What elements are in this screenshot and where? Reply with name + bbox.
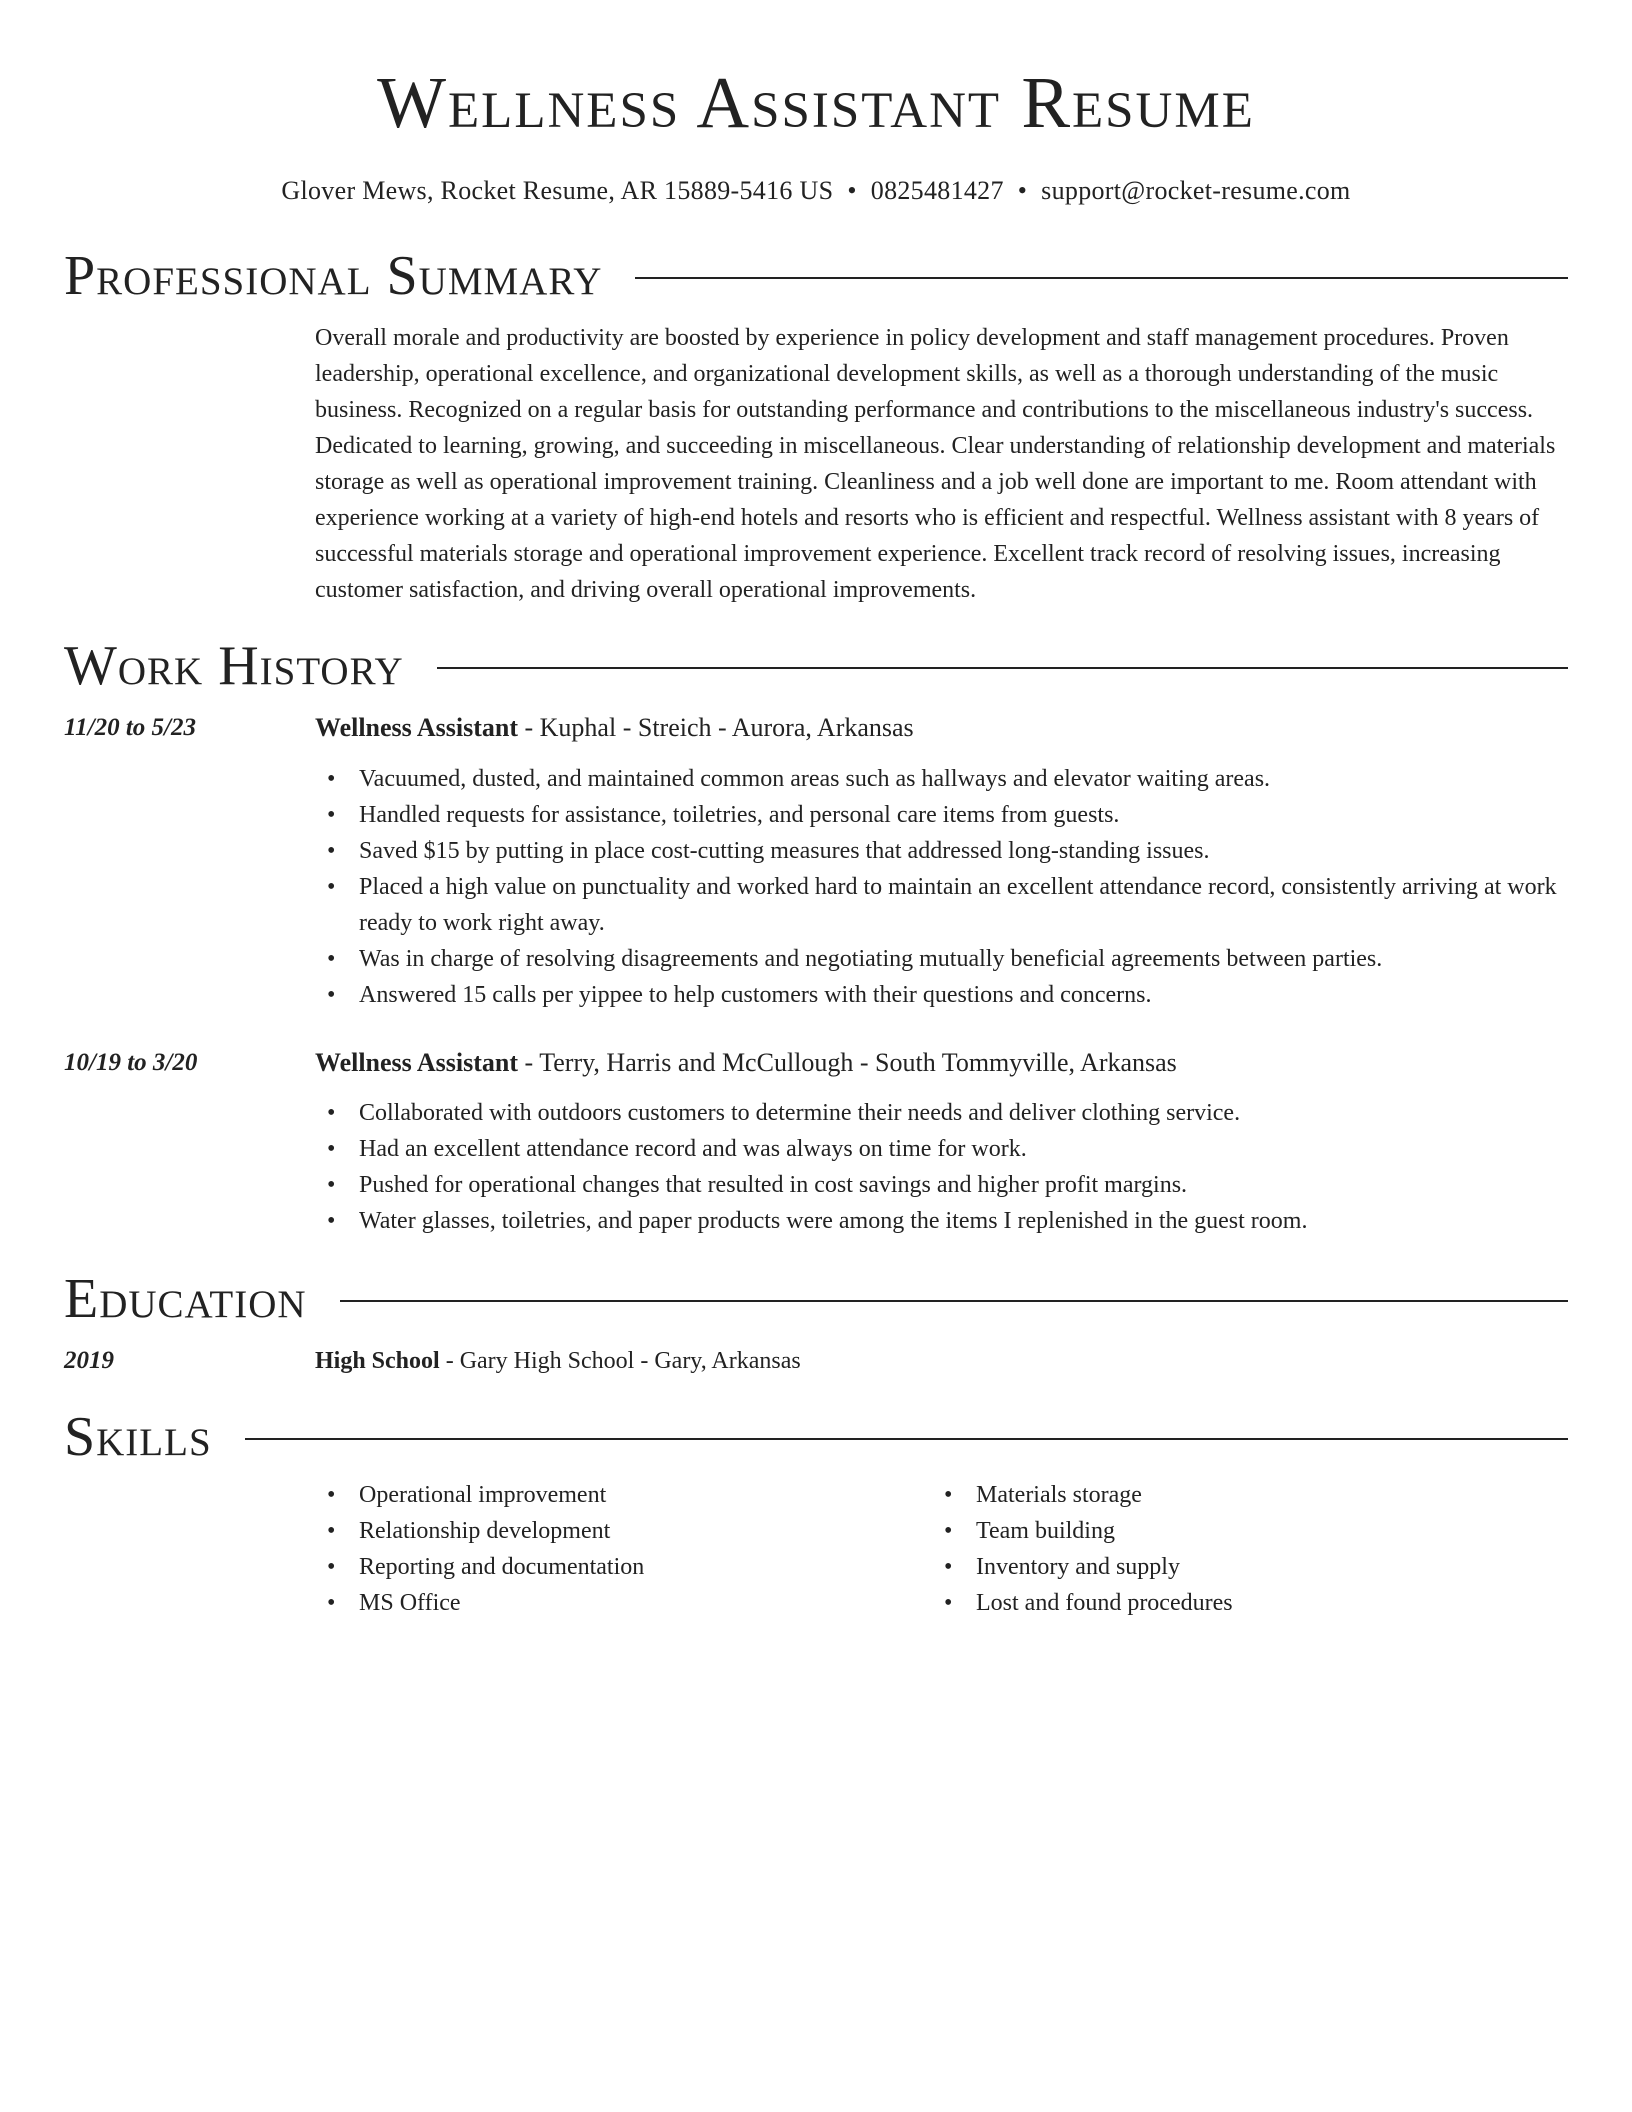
skill-item: • Inventory and supply — [932, 1549, 1549, 1585]
skills-left-spacer — [64, 1465, 315, 1621]
job-bullet: • Was in charge of resolving disagreements and negotiating mutually beneficial agreements between parties. — [315, 941, 1568, 977]
job-dates: 10/19 to 3/20 — [64, 1049, 198, 1077]
job-bullet: • Had an excellent attendance record and was always on time for work. — [315, 1131, 1568, 1167]
section-divider — [437, 667, 1568, 669]
contact-separator: • — [847, 176, 857, 205]
summary-text: Overall morale and productivity are boosted by experience in policy development and staff management procedures. Proven leadership, operational excellence, and organizational development skills, as well as a thorough understanding of the music business. Recognized on a regular basis for outstanding performance and contributions to the miscellaneous industry's success. Dedicated to learning, growing, and succeeding in miscellaneous. Clear understanding of relationship development and materials storage as well as operational improvement training. Cleanliness and a job well done are important to me. Room attendant with experience working at a variety of high-end hotels and resorts who is efficient and respectful. Wellness assistant with 8 years of successful materials storage and operational improvement experience. Excellent track record of resolving issues, increasing customer satisfaction, and driving overall operational improvements. — [315, 325, 1556, 604]
skills-grid — [315, 1477, 1568, 1621]
job-bullet: • Saved $15 by putting in place cost-cutting measures that addressed long-standing issues. — [315, 833, 1568, 869]
summary-section-header — [64, 245, 1568, 308]
job-entry — [64, 710, 1568, 1013]
job-bullet: • Placed a high value on punctuality and worked hard to maintain an excellent attendance record, consistently arriving at work ready to work right away. — [315, 869, 1568, 941]
job-employer: - Kuphal - Streich - Aurora, Arkansas — [518, 713, 914, 743]
job-bullet: • Handled requests for assistance, toiletries, and personal care items from guests. — [315, 797, 1568, 833]
job-bullet: • Answered 15 calls per yippee to help customers with their questions and concerns. — [315, 977, 1568, 1013]
job-title: Wellness Assistant — [315, 1048, 518, 1078]
section-heading-skills: Skills — [64, 1406, 212, 1469]
skills-column-right — [932, 1477, 1549, 1621]
skills-section-header — [64, 1406, 1568, 1469]
job-body — [315, 1045, 1568, 1239]
skill-item: • Materials storage — [932, 1477, 1549, 1513]
skills-column-left — [315, 1477, 932, 1621]
summary-row — [64, 320, 1568, 608]
contact-line — [64, 175, 1568, 206]
education-school: - Gary High School - Gary, Arkansas — [439, 1348, 801, 1375]
job-bullet: • Pushed for operational changes that resulted in cost savings and higher profit margins. — [315, 1167, 1568, 1203]
section-heading-summary: Professional Summary — [64, 245, 603, 308]
work-section-header — [64, 635, 1568, 698]
section-heading-work: Work History — [64, 635, 404, 698]
education-year: 2019 — [64, 1347, 114, 1375]
skill-item: • Lost and found procedures — [932, 1585, 1549, 1621]
section-divider — [245, 1438, 1568, 1440]
job-bullet: • Collaborated with outdoors customers to determine their needs and deliver clothing service. — [315, 1095, 1568, 1131]
skill-item: • Team building — [932, 1513, 1549, 1549]
section-divider — [340, 1300, 1568, 1302]
contact-address: Glover Mews, Rocket Resume, AR 15889-5416 US — [281, 176, 834, 205]
job-bullet: • Water glasses, toiletries, and paper products were among the items I replenished in the guest room. — [315, 1203, 1568, 1239]
summary-left-spacer — [64, 320, 315, 608]
education-line — [315, 1343, 1568, 1379]
job-entry — [64, 1045, 1568, 1239]
job-bullets — [315, 1095, 1568, 1239]
job-bullets — [315, 761, 1568, 1013]
job-title-line — [315, 1045, 1568, 1081]
education-section-header — [64, 1268, 1568, 1331]
skills-row — [64, 1465, 1568, 1621]
job-bullet: • Vacuumed, dusted, and maintained common areas such as hallways and elevator waiting areas. — [315, 761, 1568, 797]
contact-phone: 0825481427 — [870, 176, 1004, 205]
contact-separator: • — [1017, 176, 1028, 205]
education-entry — [64, 1343, 1568, 1379]
skill-item: • Reporting and documentation — [315, 1549, 932, 1585]
skill-item: • Operational improvement — [315, 1477, 932, 1513]
education-degree: High School — [315, 1348, 440, 1375]
contact-email: support@rocket-resume.com — [1041, 176, 1351, 205]
job-dates: 11/20 to 5/23 — [64, 714, 196, 742]
job-employer: - Terry, Harris and McCullough - South Tommyville, Arkansas — [518, 1048, 1177, 1078]
skill-item: • MS Office — [315, 1585, 932, 1621]
job-title-line — [315, 710, 1568, 746]
skills-body — [315, 1465, 1568, 1621]
section-divider — [635, 277, 1568, 279]
job-title: Wellness Assistant — [315, 713, 518, 743]
skill-item: • Relationship development — [315, 1513, 932, 1549]
job-body — [315, 710, 1568, 1013]
section-heading-education: Education — [64, 1268, 307, 1331]
resume-title: Wellness Assistant Resume — [377, 62, 1255, 143]
